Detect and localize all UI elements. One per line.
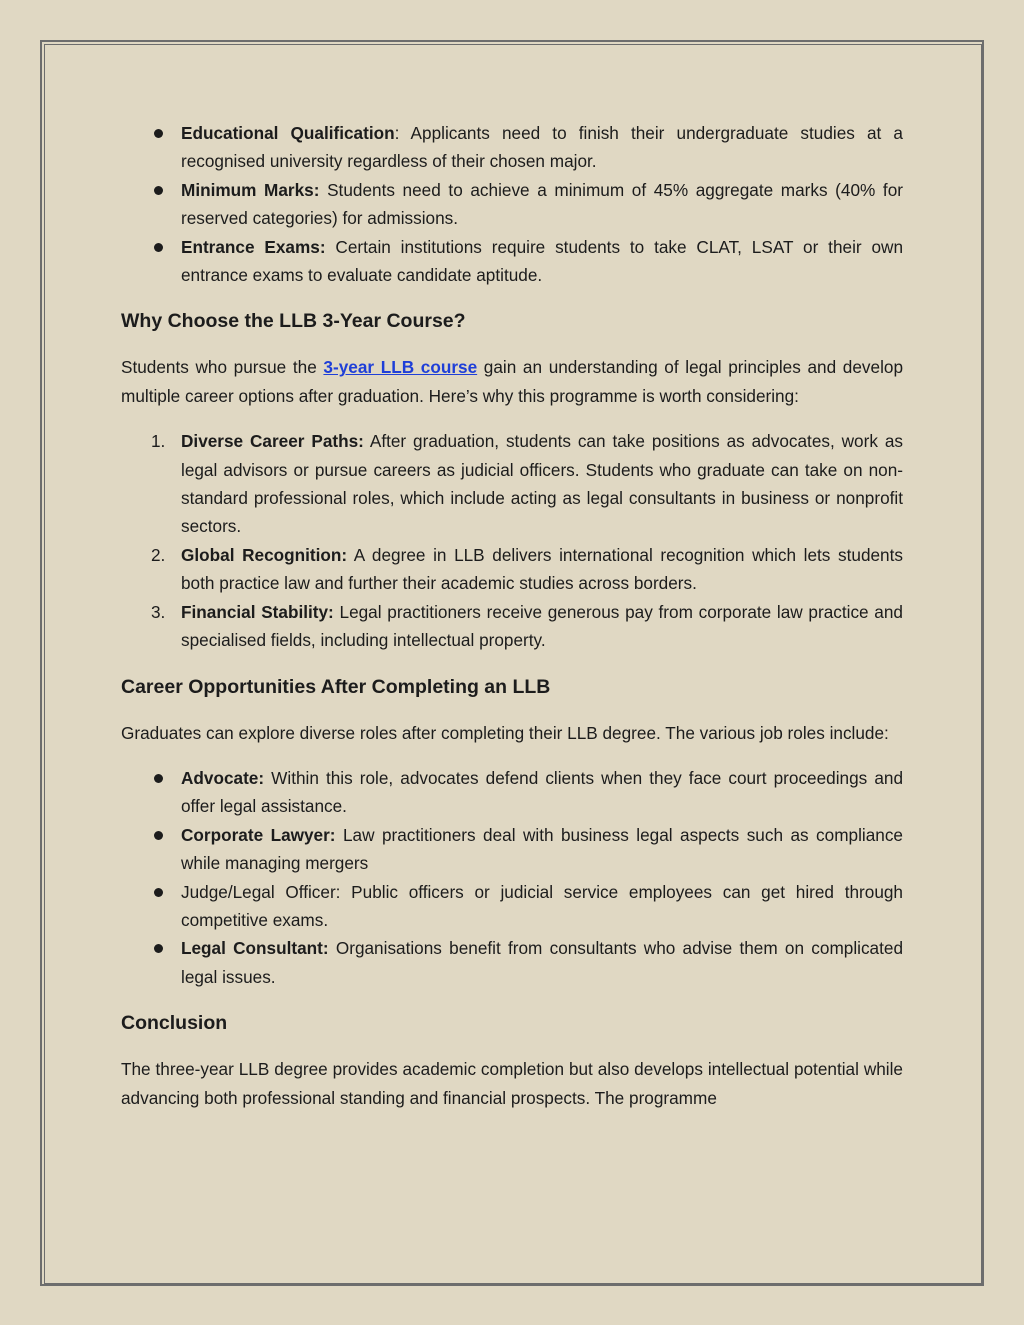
item-text: Applicants need to finish their undergraduate studies at a recognised university regardless of their chosen major. [181, 123, 903, 172]
item-label: Financial Stability: [181, 601, 334, 622]
bullet-icon [154, 186, 163, 195]
item-text: Judge/Legal Officer: Public officers or judicial service employees can get hired through competitive exams. [181, 881, 903, 930]
item-label: Corporate Lawyer: [181, 824, 336, 845]
list-item [121, 764, 903, 821]
item-label: Advocate: [181, 767, 265, 788]
item-number: 2. [151, 544, 166, 565]
list-item [121, 541, 903, 598]
item-number: 3. [151, 601, 166, 622]
llb-course-link[interactable]: 3-year LLB course [323, 357, 478, 378]
item-text: Law practitioners deal with business legal aspects such as compliance while managing mergers [181, 824, 903, 874]
section-heading-why: Why Choose the LLB 3-Year Course? [121, 310, 466, 333]
list-item: Educational Qualification: Applicants need to finish their undergraduate studies at a recognised university regardless of their chosen major. [121, 119, 903, 176]
why-list [121, 427, 903, 654]
item-label: Entrance Exams: [181, 236, 326, 257]
bullet-icon [154, 774, 163, 783]
careers-list [121, 764, 903, 991]
eligibility-list [121, 119, 903, 289]
item-text: Legal practitioners receive generous pay from corporate law practice and specialised fields, including intellectual property. [181, 601, 903, 651]
list-item [121, 821, 903, 878]
item-label: Legal Consultant: [181, 938, 329, 959]
item-number: 1. [151, 431, 166, 452]
bullet-icon [154, 243, 163, 252]
bullet-icon [154, 831, 163, 840]
list-item [121, 878, 903, 935]
item-label: Global Recognition: [181, 544, 348, 565]
item-text: Certain institutions require students to take CLAT, LSAT or their own entrance exams to evaluate candidate aptitude. [181, 236, 903, 286]
list-item [121, 233, 903, 290]
item-text: A degree in LLB delivers international recognition which lets students both practice law and further their academic studies across borders. [181, 544, 903, 594]
item-label: Minimum Marks: [181, 179, 320, 200]
why-intro-paragraph: Students who pursue the 3-year LLB course gain an understanding of legal principles and develop multiple career options after graduation. Here’s why this programme is worth considering: [121, 357, 904, 406]
section-heading-conclusion: Conclusion [121, 1012, 228, 1035]
item-text: After graduation, students can take positions as advocates, work as legal advisors or pursue careers as judicial officers. Students who graduate can take on non-standard professional roles, which include acting as legal consultants in business or nonprofit sectors. [181, 431, 903, 537]
list-item [121, 427, 903, 541]
conclusion-paragraph: The three-year LLB degree provides academic completion but also develops intellectual potential while advancing both professional standing and financial prospects. The programme [121, 1059, 903, 1108]
item-label: Diverse Career Paths: [181, 431, 364, 452]
bullet-icon [154, 888, 163, 897]
item-text: Students need to achieve a minimum of 45% aggregate marks (40% for reserved categories) for admissions. [181, 179, 903, 229]
item-text: Within this role, advocates defend clients when they face court proceedings and offer legal assistance. [181, 767, 903, 817]
item-text: Organisations benefit from consultants who advise them on complicated legal issues. [181, 938, 903, 987]
section-heading-careers: Career Opportunities After Completing an LLB [121, 675, 551, 698]
document-body [121, 119, 903, 1112]
list-item [121, 934, 903, 991]
careers-intro-paragraph: Graduates can explore diverse roles after completing their LLB degree. The various job roles include: [121, 722, 889, 743]
bullet-icon [154, 129, 163, 138]
list-item [121, 598, 903, 655]
bullet-icon [154, 944, 163, 953]
item-label: Educational Qualification [181, 123, 395, 143]
list-item [121, 176, 903, 233]
